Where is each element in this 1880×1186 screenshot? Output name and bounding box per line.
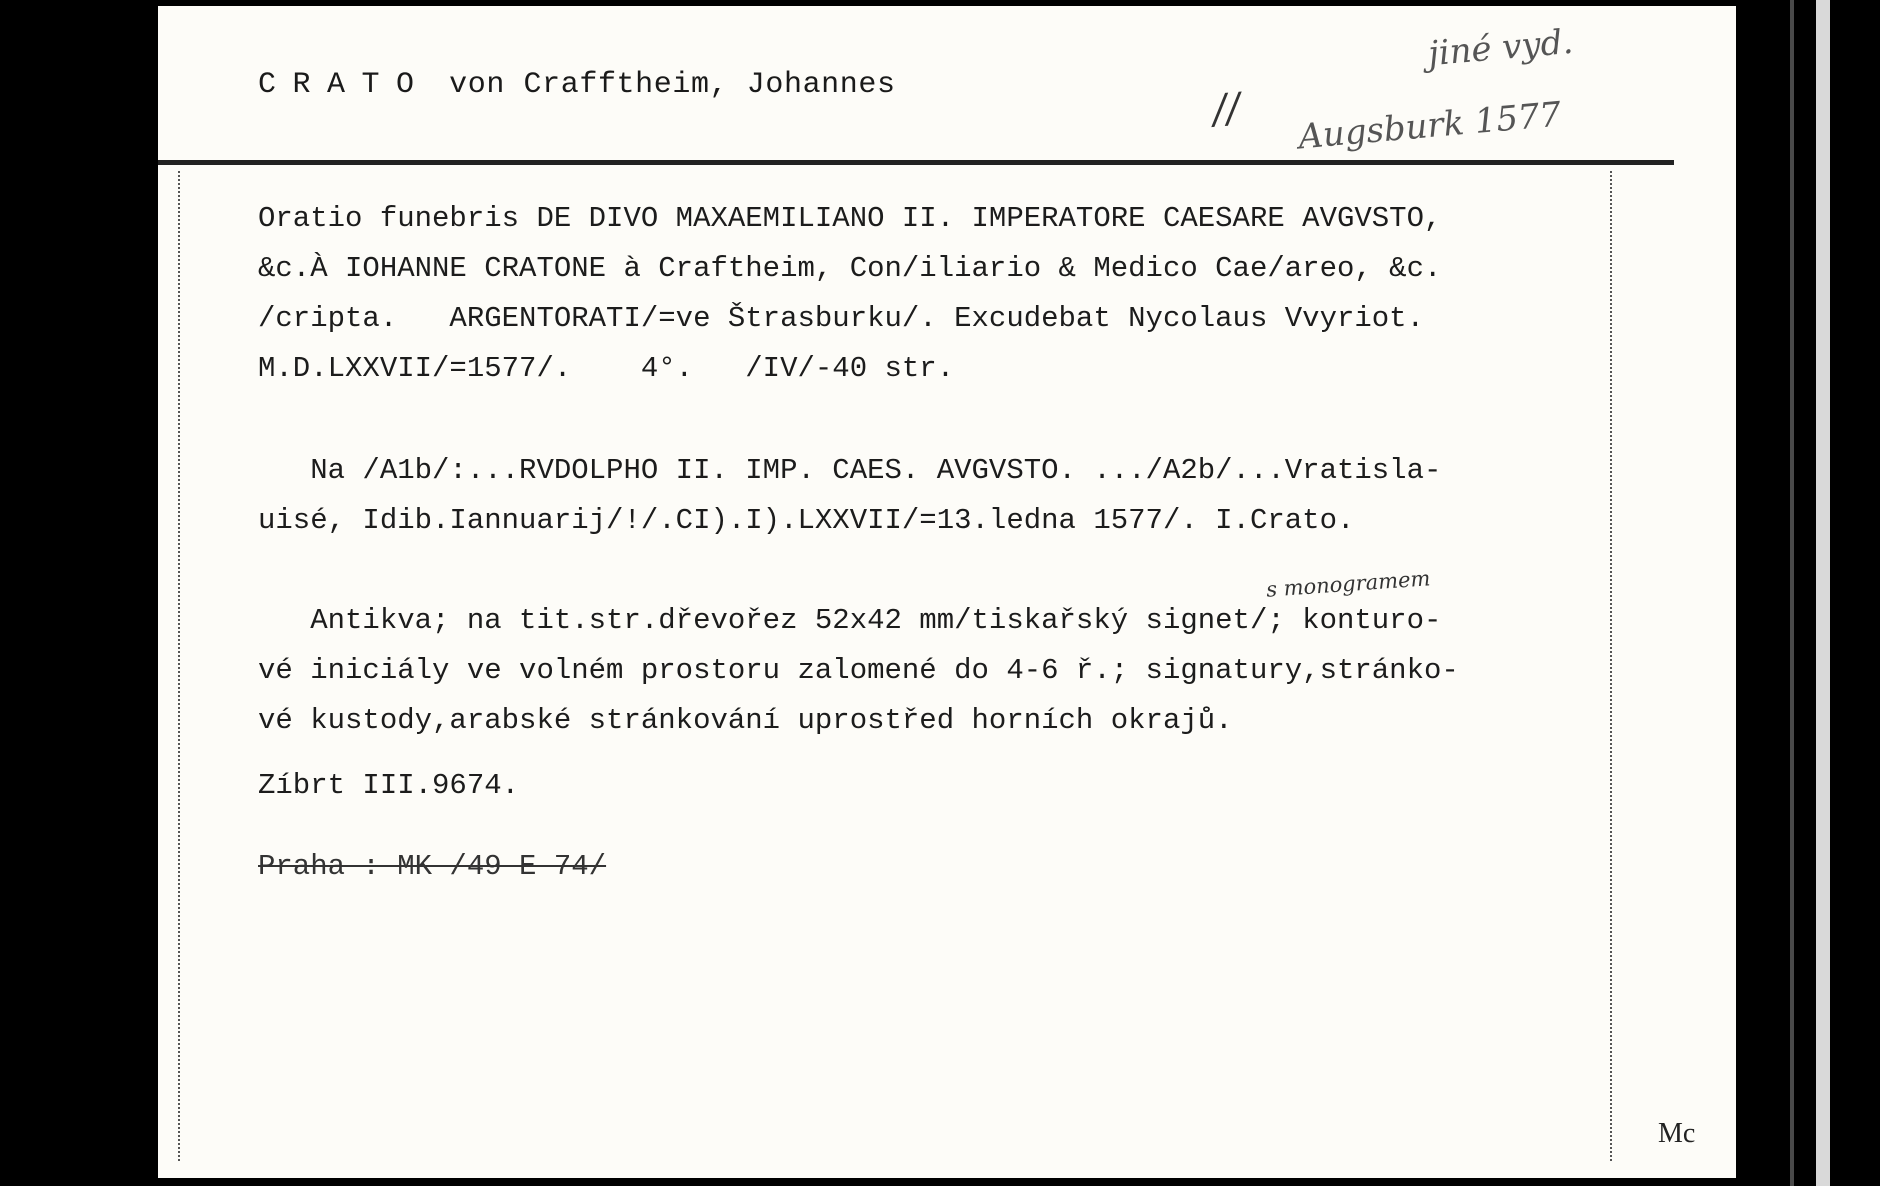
struck-location-shelfmark: Praha : MK /49 E 74/	[258, 850, 607, 883]
right-margin-line	[1610, 171, 1612, 1161]
corner-initials: Mc	[1658, 1118, 1696, 1149]
left-margin-line	[178, 171, 180, 1161]
bibliography-reference: Zíbrt III.9674.	[258, 769, 520, 802]
scan-edge-line	[1790, 0, 1794, 1186]
handwritten-mark: //	[1211, 84, 1242, 134]
handwritten-annotation: s monogramem	[1265, 566, 1432, 602]
scan-edge-stripe	[1816, 0, 1830, 1186]
title-description: Oratio funebris DE DIVO MAXAEMILIANO II. IMPERATORE CAESARE AVGVSTO, &c.À IOHANNE CRATONE à Craftheim, Con/iliario & Medico Cae/areo, &c. /cripta. ARGENTORATI/=ve Štrasburku/. Excudebat Nycolaus Vvyriot. M.D.LXXVII/=1577/. 4°. /IV/-40 str.	[258, 202, 1442, 385]
header-rule	[158, 160, 1674, 165]
handwritten-date: Augsburk 1577	[1296, 94, 1563, 158]
author-surname: CRATO	[258, 68, 431, 102]
card-heading	[258, 68, 896, 102]
author-name-rest: von Crafftheim, Johannes	[430, 68, 896, 102]
handwritten-note-top: jiné vyd.	[1426, 21, 1575, 75]
catalog-card	[158, 6, 1736, 1178]
dedication-note: Na /A1b/:...RVDOLPHO II. IMP. CAES. AVGVSTO. .../A2b/...Vratisla- uisé, Idib.Iannuarij/!/.CI).I).LXXVII/=13.ledna 1577/. I.Crato.	[258, 454, 1442, 537]
typography-note: Antikva; na tit.str.dřevořez 52x42 mm/tiskařský signet/; konturo- vé iniciály ve volném prostoru zalomené do 4-6 ř.; signatury,stránko- vé kustody,arabské stránkování uprostřed horních okrajů.	[258, 604, 1459, 737]
